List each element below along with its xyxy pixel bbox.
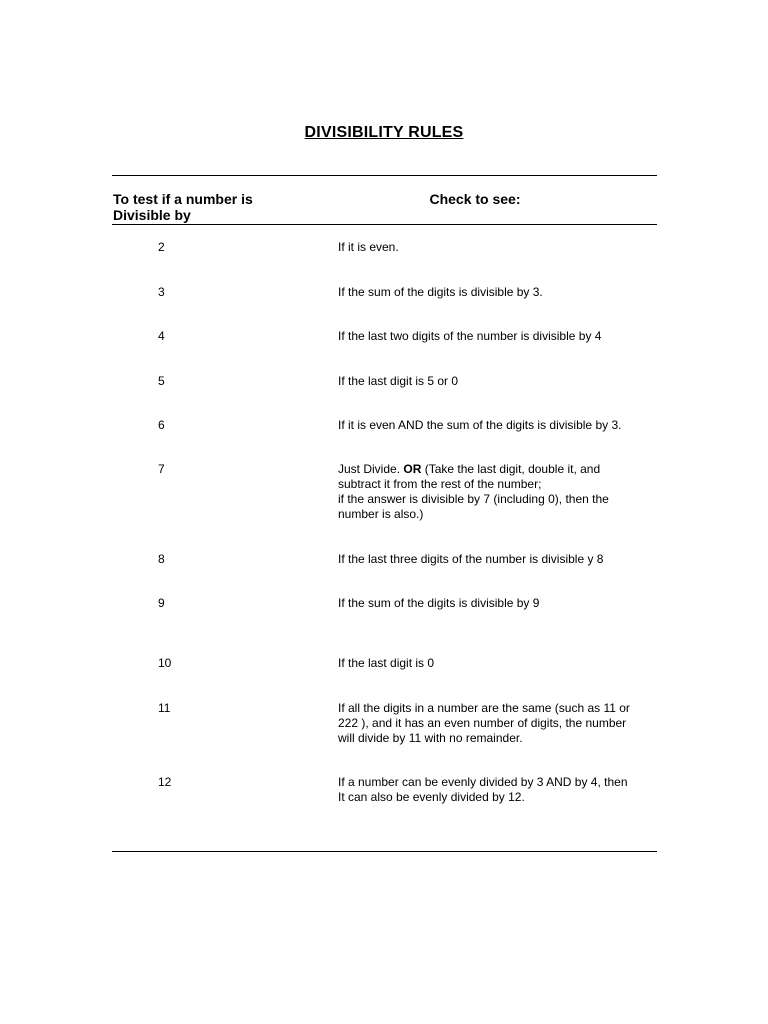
rule-description [338, 552, 658, 567]
rule-line: number is also.) [338, 507, 424, 521]
rule-description [338, 418, 658, 433]
column-header-check: Check to see: [429, 191, 521, 207]
rule-line: If the last three digits of the number is divisible y 8 [338, 552, 604, 566]
divisor-number: 6 [158, 418, 165, 432]
divisor-number: 4 [158, 329, 165, 343]
rule-line: If all the digits in a number are the same (such as 11 or [338, 701, 630, 715]
rule-line: If a number can be evenly divided by 3 AND by 4, then [338, 775, 628, 789]
rule-line-rich [338, 462, 658, 477]
rule-description [338, 775, 658, 805]
divisor-number: 10 [158, 656, 172, 670]
rule-line: subtract it from the rest of the number; [338, 477, 542, 491]
rule-text: Just Divide. [338, 462, 404, 476]
rule-description [338, 374, 658, 389]
rule-line: If the last two digits of the number is divisible by 4 [338, 329, 602, 343]
rule-description [338, 701, 658, 746]
rule-line: will divide by 11 with no remainder. [338, 731, 523, 745]
divisor-number: 8 [158, 552, 165, 566]
divisor-number: 9 [158, 596, 165, 610]
divisor-number: 3 [158, 285, 165, 299]
rule-description [338, 240, 658, 255]
divisor-number: 2 [158, 240, 165, 254]
rule-line: If the sum of the digits is divisible by 9 [338, 596, 540, 610]
top-rule [112, 175, 657, 176]
divisor-number: 12 [158, 775, 172, 789]
rule-line: If it is even AND the sum of the digits is divisible by 3. [338, 418, 622, 432]
rule-line: If it is even. [338, 240, 399, 254]
rule-emphasis: OR [403, 462, 422, 476]
rule-description [338, 596, 658, 611]
rule-description [338, 285, 658, 300]
rule-description [338, 329, 658, 344]
divisor-number: 5 [158, 374, 165, 388]
rule-line: If the last digit is 0 [338, 656, 435, 670]
rule-line: 222 ), and it has an even number of digits, the number [338, 716, 627, 730]
rule-line: if the answer is divisible by 7 (including 0), then the [338, 492, 609, 506]
bottom-rule [112, 851, 657, 852]
rule-description [338, 462, 658, 522]
rule-line: If the last digit is 5 or 0 [338, 374, 459, 388]
header-left-line-2: Divisible by [113, 207, 191, 223]
rule-description [338, 656, 658, 671]
header-rule [112, 224, 657, 225]
rule-text: (Take the last digit, double it, and [421, 462, 601, 476]
column-header-number [113, 191, 313, 223]
header-left-line-1: To test if a number is [113, 191, 253, 207]
divisor-number: 11 [158, 701, 171, 715]
page-title: DIVISIBILITY RULES [304, 124, 464, 141]
divisor-number: 7 [158, 462, 165, 476]
rule-line: If the sum of the digits is divisible by 3. [338, 285, 543, 299]
rule-line: It can also be evenly divided by 12. [338, 790, 525, 804]
